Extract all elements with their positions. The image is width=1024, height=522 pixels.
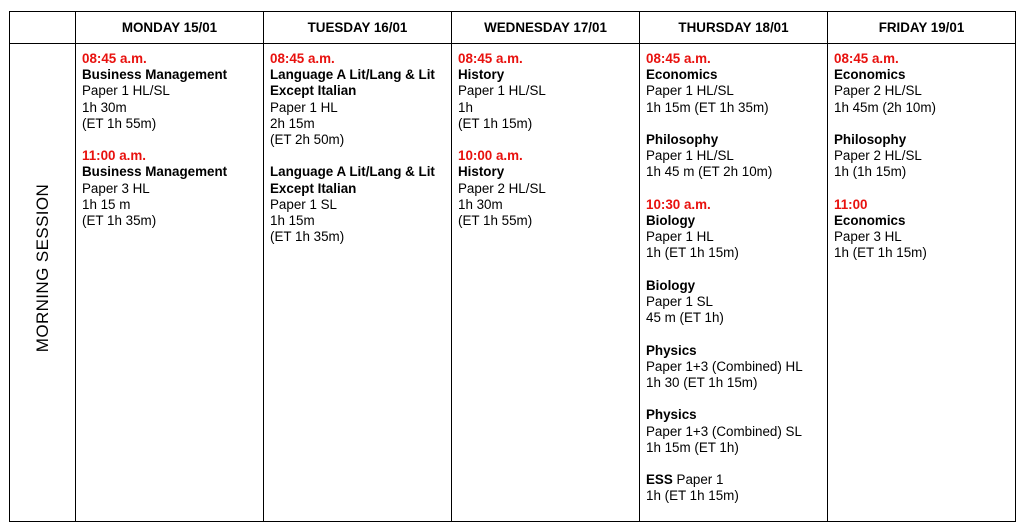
exam-detail: (ET 2h 50m) (270, 132, 345, 148)
exam-detail: Paper 1+3 (Combined) HL (646, 358, 803, 374)
day-cell (452, 44, 640, 522)
exam-detail: (ET 1h 55m) (82, 115, 157, 131)
exam-detail: 1h (ET 1h 15m) (646, 488, 739, 504)
exam-entry (834, 197, 1009, 262)
exam-time: 11:00 (834, 196, 868, 212)
exam-entry (646, 51, 821, 116)
exam-time: 08:45 a.m. (646, 51, 711, 66)
exam-time: 08:45 a.m. (270, 51, 335, 66)
exam-subject: Biology (646, 213, 696, 228)
exam-detail: 45 m (ET 1h) (646, 310, 724, 326)
exam-detail: 1h 30 (ET 1h 15m) (646, 375, 758, 390)
exam-subject: Business Management (82, 164, 228, 180)
exam-subject: Economics (834, 67, 906, 83)
exam-detail: Paper 1 HL/SL (458, 83, 546, 99)
exam-subject: Language A Lit/Lang & Lit Except Italian (270, 164, 435, 196)
exam-detail: Paper 1 HL/SL (646, 148, 734, 164)
exam-time: 10:30 a.m. (646, 196, 711, 212)
exam-entry (834, 51, 1009, 116)
exam-subject: History (458, 67, 505, 83)
corner-cell (10, 12, 76, 44)
exam-timetable (9, 11, 1016, 522)
exam-subject: Physics (646, 342, 697, 358)
day-cell (76, 44, 264, 522)
exam-subject: Biology (646, 277, 696, 293)
exam-entry (82, 148, 257, 229)
exam-detail: Paper 1+3 (Combined) SL (646, 423, 802, 439)
exam-detail: 1h 15 m (82, 196, 131, 212)
exam-subject: Language A Lit/Lang & Lit Except Italian (270, 67, 435, 99)
exam-entry (646, 407, 821, 456)
exam-detail: Paper 3 HL (82, 180, 150, 196)
day-cell (828, 44, 1016, 522)
day-header: TUESDAY 16/01 (264, 12, 452, 44)
exam-detail: Paper 1 SL (270, 196, 337, 212)
day-header: FRIDAY 19/01 (828, 12, 1016, 44)
exam-detail: (ET 1h 35m) (270, 229, 345, 245)
exam-time: 11:00 a.m. (82, 148, 147, 164)
exam-detail: Paper 1 HL (646, 229, 714, 245)
exam-subject: Physics (646, 407, 697, 423)
day-cell (264, 44, 452, 522)
exam-detail: 1h (ET 1h 15m) (834, 245, 927, 261)
exam-detail: 1h 15m (ET 1h 35m) (646, 99, 769, 115)
exam-detail: 1h (ET 1h 15m) (646, 245, 739, 261)
exam-detail: 2h 15m (270, 115, 315, 131)
exam-entry (834, 132, 1009, 181)
exam-detail: (ET 1h 35m) (82, 213, 157, 229)
exam-detail: Paper 2 HL/SL (834, 83, 922, 99)
exam-subject: Business Management (82, 67, 228, 83)
exam-subject: History (458, 164, 505, 180)
exam-time: 08:45 a.m. (458, 51, 523, 66)
exam-subject: Philosophy (834, 132, 907, 147)
exam-detail: 1h 30m (458, 196, 503, 212)
exam-detail: (ET 1h 55m) (458, 213, 533, 229)
session-label: MORNING SESSION (32, 183, 52, 353)
day-header: THURSDAY 18/01 (640, 12, 828, 44)
exam-detail: 1h (1h 15m) (834, 164, 907, 180)
exam-detail: 1h 45m (2h 10m) (834, 99, 936, 115)
exam-subject: Philosophy (646, 132, 719, 147)
exam-entry (646, 197, 821, 262)
exam-detail: Paper 2 HL/SL (834, 148, 922, 164)
exam-paper: Paper 1 (672, 472, 724, 488)
exam-detail: Paper 1 HL/SL (646, 83, 734, 99)
day-cell (640, 44, 828, 522)
exam-detail: Paper 1 HL/SL (82, 83, 170, 99)
exam-time: 10:00 a.m. (458, 148, 523, 164)
exam-detail: Paper 2 HL/SL (458, 180, 546, 196)
exam-entry (458, 51, 633, 132)
day-header: MONDAY 15/01 (76, 12, 264, 44)
exam-detail: 1h 30m (82, 99, 127, 115)
exam-entry (270, 164, 445, 245)
exam-entry (82, 51, 257, 132)
header-row (10, 12, 1016, 44)
exam-subject-line (646, 472, 821, 488)
exam-detail: 1h (458, 99, 473, 115)
exam-entry (646, 343, 821, 392)
exam-entry (458, 148, 633, 229)
exam-detail: 1h 45 m (ET 2h 10m) (646, 164, 773, 180)
exam-entry (270, 51, 445, 148)
exam-subject: Economics (834, 213, 906, 228)
exam-time: 08:45 a.m. (834, 51, 899, 66)
exam-entry (646, 278, 821, 327)
exam-entry (646, 472, 821, 504)
session-label-cell (10, 44, 76, 522)
exam-detail: Paper 1 SL (646, 294, 713, 309)
session-row (10, 44, 1016, 522)
exam-detail: 1h 15m (ET 1h) (646, 439, 739, 455)
exam-detail: Paper 1 HL (270, 99, 338, 115)
exam-subject: Economics (646, 67, 718, 83)
exam-subject: ESS (646, 472, 673, 488)
exam-detail: 1h 15m (270, 213, 315, 229)
day-header: WEDNESDAY 17/01 (452, 12, 640, 44)
exam-detail: (ET 1h 15m) (458, 115, 533, 131)
exam-time: 08:45 a.m. (82, 51, 147, 66)
exam-entry (646, 132, 821, 181)
exam-detail: Paper 3 HL (834, 229, 902, 245)
